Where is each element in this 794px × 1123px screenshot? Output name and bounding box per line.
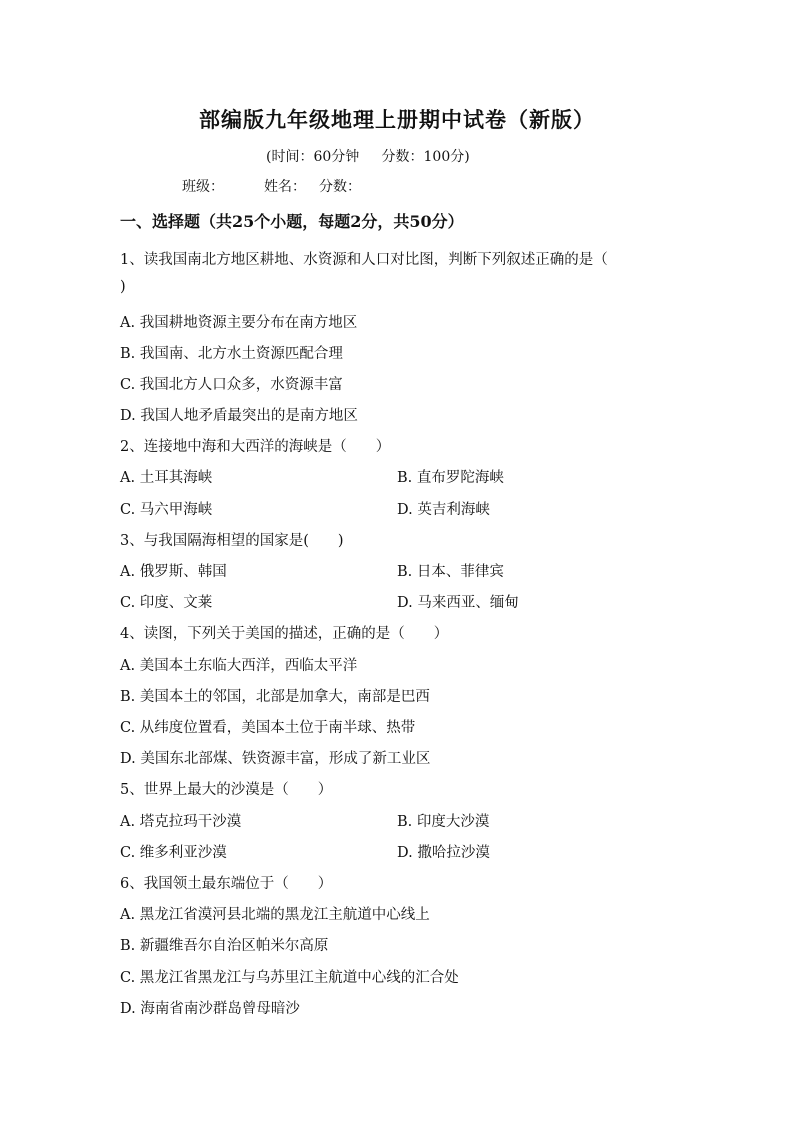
option: D. 撒哈拉沙漠 <box>397 845 490 861</box>
option: B. 直布罗陀海峡 <box>397 470 504 486</box>
option: B. 我国南、北方水土资源匹配合理 <box>120 346 343 362</box>
option: C. 从纬度位置看，美国本土位于南半球、热带 <box>120 720 416 736</box>
question-stem: 5、世界上最大的沙漠是（ ） <box>120 782 333 798</box>
option: D. 英吉利海峡 <box>397 502 490 518</box>
option: D. 美国东北部煤、铁资源丰富，形成了新工业区 <box>120 751 431 767</box>
name-label: 姓名： <box>264 179 306 195</box>
question-stem: 6、我国领土最东端位于（ ） <box>120 876 333 892</box>
option: C. 我国北方人口众多，水资源丰富 <box>120 377 343 393</box>
student-info <box>182 176 361 196</box>
page-title: 部编版九年级地理上册期中试卷（新版） <box>199 107 595 132</box>
option: A. 美国本土东临大西洋，西临太平洋 <box>120 658 358 674</box>
option: D. 海南省南沙群岛曾母暗沙 <box>120 1001 300 1017</box>
option: C. 印度、文莱 <box>120 595 213 611</box>
class-label: 班级： <box>182 179 224 195</box>
section-heading: 一、选择题（共25个小题，每题2分，共50分） <box>120 212 464 231</box>
option: A. 俄罗斯、韩国 <box>120 564 227 580</box>
score-label: 分数： <box>319 179 361 195</box>
option: B. 印度大沙漠 <box>397 814 490 830</box>
question-stem: 2、连接地中海和大西洋的海峡是（ ） <box>120 439 391 455</box>
question-stem: 1、读我国南北方地区耕地、水资源和人口对比图，判断下列叙述正确的是（ <box>120 252 608 268</box>
option: D. 我国人地矛盾最突出的是南方地区 <box>120 408 358 424</box>
option: B. 日本、菲律宾 <box>397 564 504 580</box>
option: A. 土耳其海峡 <box>120 470 213 486</box>
option: C. 维多利亚沙漠 <box>120 845 227 861</box>
option: A. 我国耕地资源主要分布在南方地区 <box>120 315 358 331</box>
option: C. 马六甲海峡 <box>120 502 213 518</box>
question-stem: 4、读图，下列关于美国的描述，正确的是（ ） <box>120 626 449 642</box>
exam-meta: (时间：60分钟 分数：100分) <box>266 149 470 165</box>
option: A. 塔克拉玛干沙漠 <box>120 814 242 830</box>
question-stem: 3、与我国隔海相望的国家是( ) <box>120 533 344 549</box>
option: B. 美国本土的邻国，北部是加拿大，南部是巴西 <box>120 689 430 705</box>
option: D. 马来西亚、缅甸 <box>397 595 519 611</box>
question-stem-continuation: ) <box>120 279 126 295</box>
option: A. 黑龙江省漠河县北端的黑龙江主航道中心线上 <box>120 907 430 923</box>
option: B. 新疆维吾尔自治区帕米尔高原 <box>120 938 329 954</box>
option: C. 黑龙江省黑龙江与乌苏里江主航道中心线的汇合处 <box>120 970 459 986</box>
